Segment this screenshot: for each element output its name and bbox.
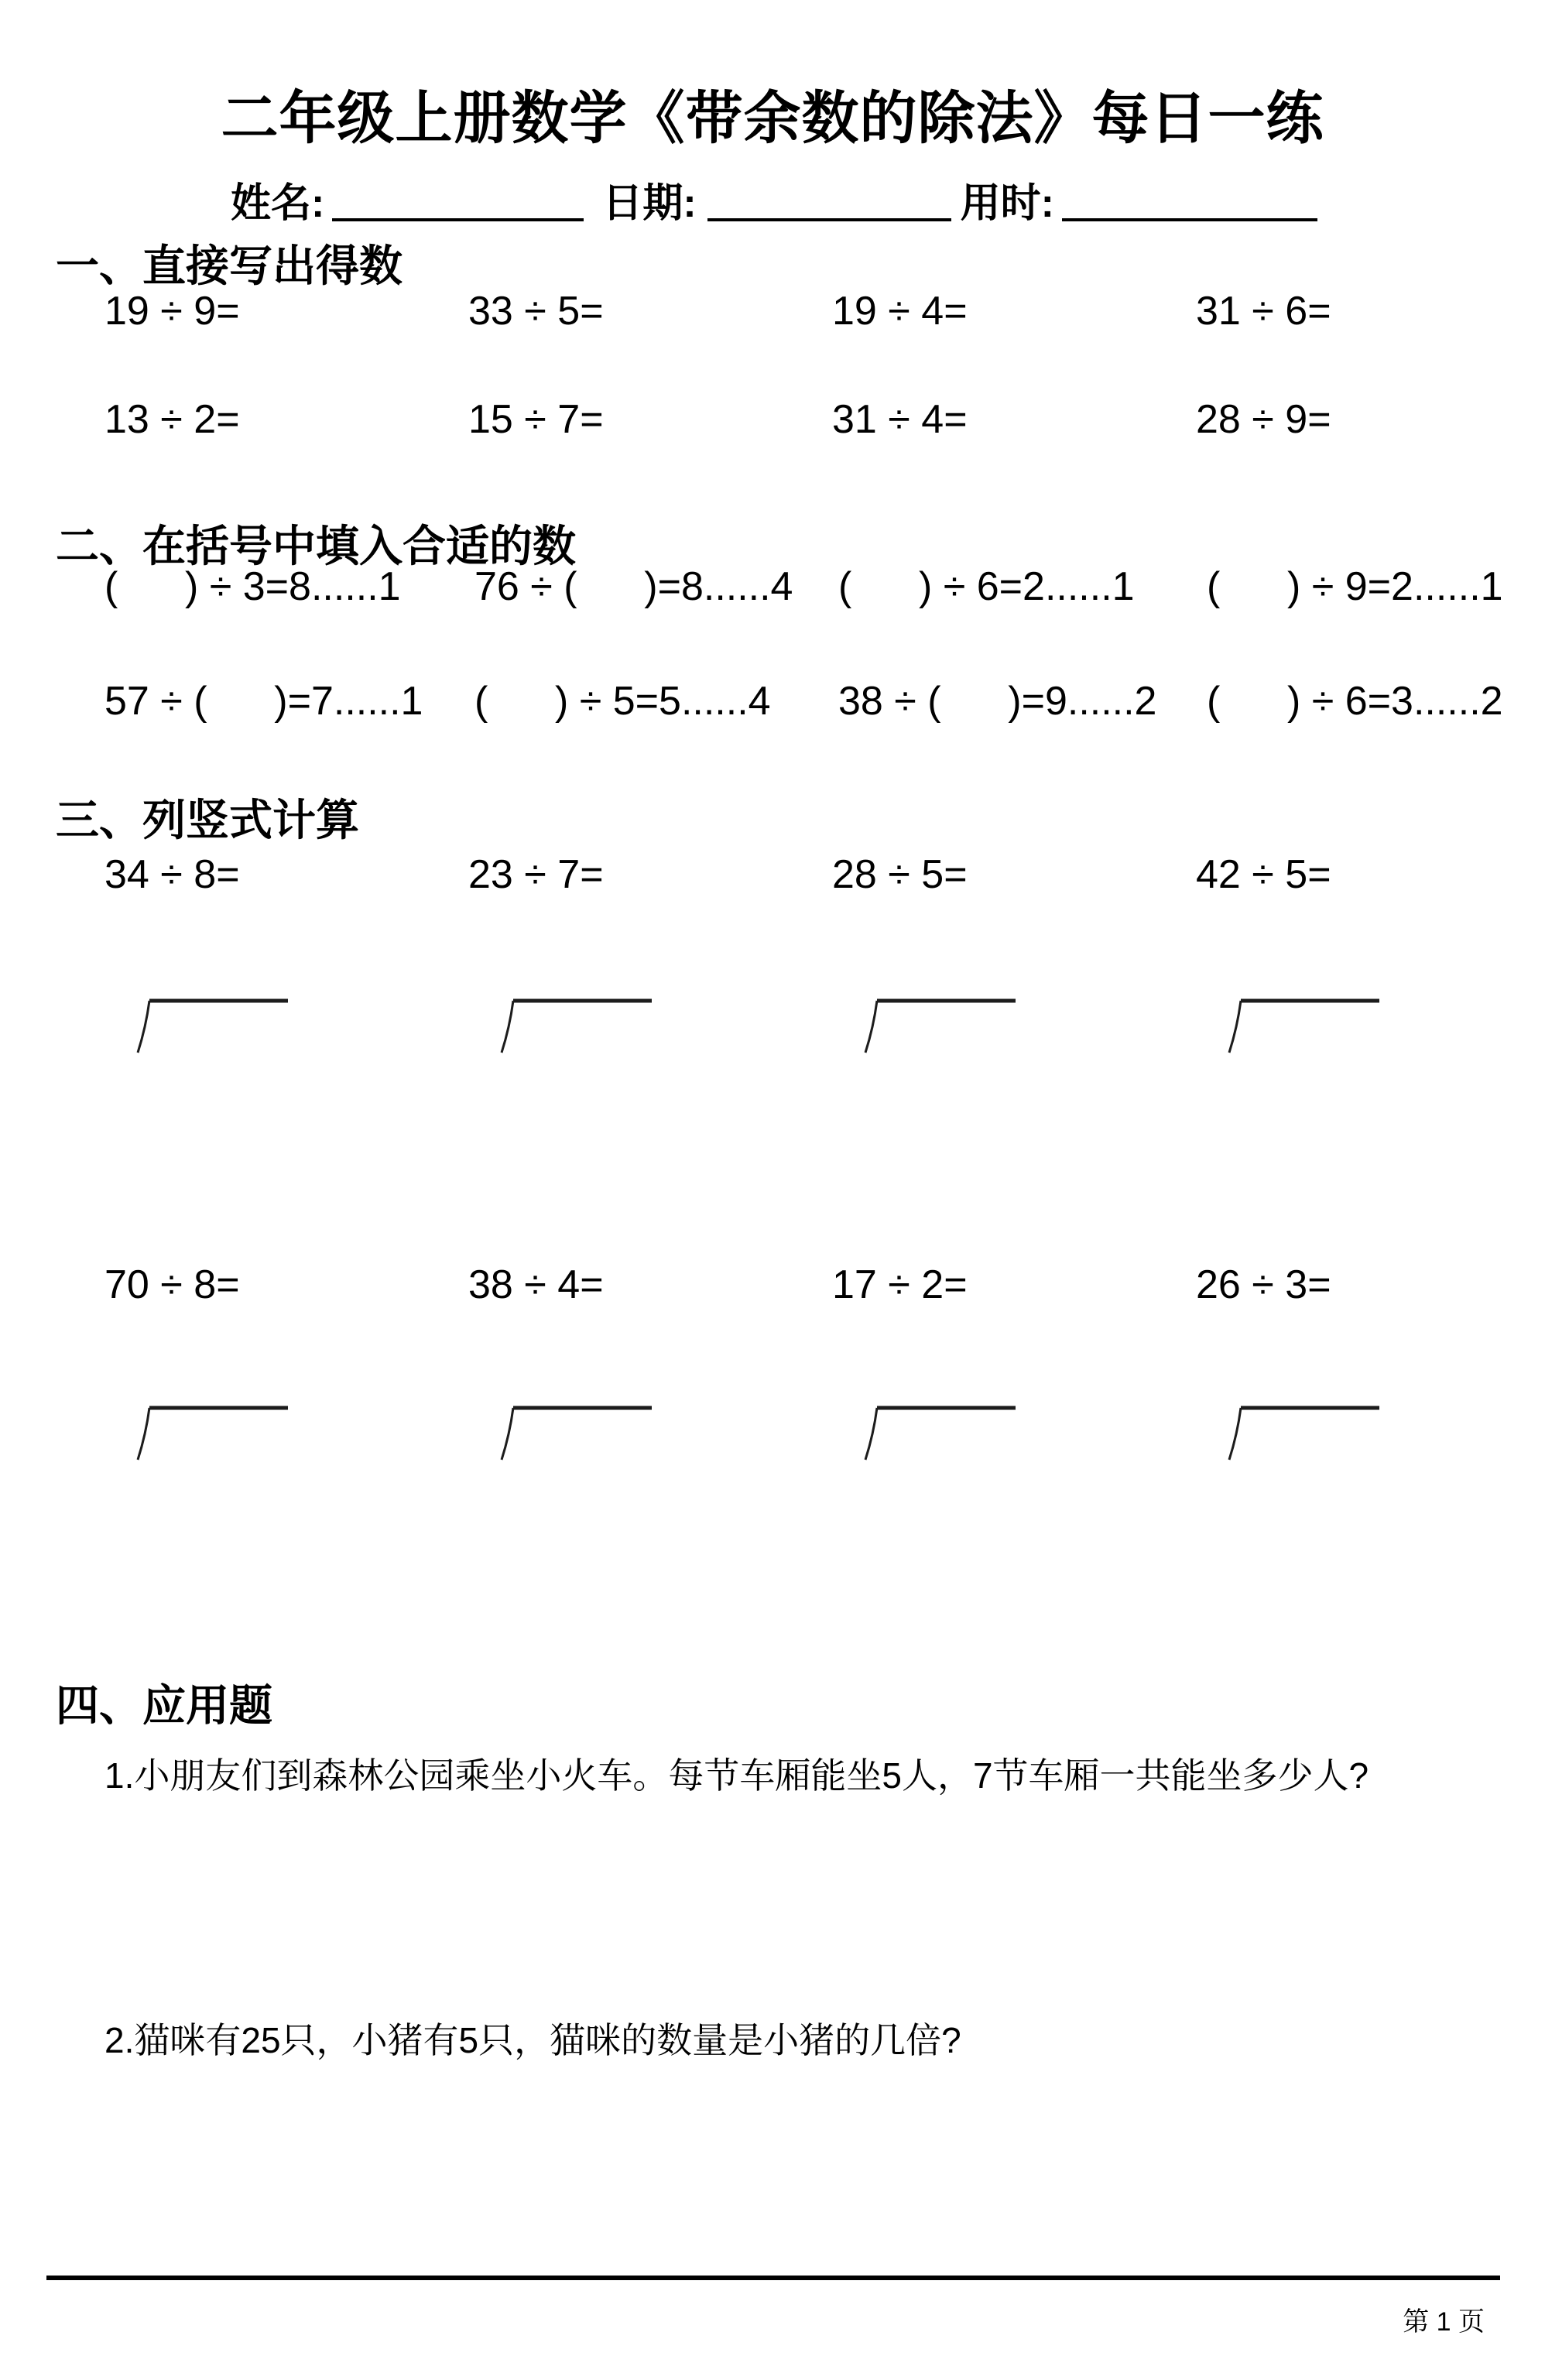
long-division-bracket <box>1227 997 1382 1057</box>
section-3-heading: 三、列竖式计算 <box>56 796 359 844</box>
student-name-label: 姓名: <box>231 181 325 226</box>
problem-cell: 42 ÷ 5= <box>1196 852 1331 897</box>
problem-cell: ( ) ÷ 6=2......1 <box>838 564 1135 609</box>
meta-line <box>231 170 1317 228</box>
section-1-problem-row <box>104 288 1545 342</box>
problem-cell: 76 ÷ ( )=8......4 <box>474 564 793 609</box>
problem-cell: 31 ÷ 4= <box>832 397 968 442</box>
section-3-problem-row <box>104 1262 1545 1316</box>
problem-cell: 26 ÷ 3= <box>1196 1262 1331 1307</box>
date-blank <box>707 178 951 221</box>
long-division-bracket <box>499 997 654 1057</box>
section-1-problem-row <box>104 396 1545 450</box>
section-4-heading: 四、应用题 <box>56 1681 272 1730</box>
word-problem: 2.猫咪有25只，小猪有5只，猫咪的数量是小猪的几倍? <box>104 2020 961 2060</box>
problem-cell: ( ) ÷ 3=8......1 <box>104 564 401 609</box>
page-title: 二年级上册数学《带余数的除法》每日一练 <box>221 85 1324 150</box>
problem-cell: 38 ÷ ( )=9......2 <box>838 679 1157 724</box>
problem-cell: ( ) ÷ 6=3......2 <box>1207 679 1503 724</box>
time-label: 用时: <box>960 181 1054 226</box>
long-division-bracket <box>499 1404 654 1464</box>
problem-cell: 31 ÷ 6= <box>1196 289 1331 334</box>
long-division-bracket <box>863 997 1018 1057</box>
section-2-heading: 二、在括号中填入合适的数 <box>56 522 576 570</box>
problem-cell: 57 ÷ ( )=7......1 <box>104 679 423 724</box>
word-problem: 1.小朋友们到森林公园乘坐小火车。每节车厢能坐5人，7节车厢一共能坐多少人? <box>104 1755 1369 1796</box>
problem-cell: 19 ÷ 4= <box>832 289 968 334</box>
problem-cell: ( ) ÷ 9=2......1 <box>1207 564 1503 609</box>
section-3-problem-row <box>104 851 1545 906</box>
problem-cell: 13 ÷ 2= <box>104 397 240 442</box>
long-division-bracket <box>863 1404 1018 1464</box>
problem-cell: 23 ÷ 7= <box>468 852 604 897</box>
section-2-problem-row <box>104 678 1545 732</box>
long-division-bracket <box>135 1404 290 1464</box>
date-label: 日期: <box>602 181 697 226</box>
problem-cell: 38 ÷ 4= <box>468 1262 604 1307</box>
long-division-bracket <box>135 997 290 1057</box>
problem-cell: 17 ÷ 2= <box>832 1262 968 1307</box>
footer-divider <box>46 2276 1500 2280</box>
problem-cell: 28 ÷ 5= <box>832 852 968 897</box>
problem-cell: 33 ÷ 5= <box>468 289 604 334</box>
long-division-bracket <box>1227 1404 1382 1464</box>
page-number: 第 1 页 <box>1403 2307 1485 2337</box>
problem-cell: ( ) ÷ 5=5......4 <box>474 679 771 724</box>
problem-cell: 70 ÷ 8= <box>104 1262 240 1307</box>
problem-cell: 34 ÷ 8= <box>104 852 240 897</box>
section-1-heading: 一、直接写出得数 <box>56 241 403 290</box>
time-blank <box>1062 178 1317 221</box>
problem-cell: 19 ÷ 9= <box>104 289 240 334</box>
problem-cell: 15 ÷ 7= <box>468 397 604 442</box>
problem-cell: 28 ÷ 9= <box>1196 397 1331 442</box>
section-2-problem-row <box>104 563 1545 618</box>
student-name-blank <box>332 178 584 221</box>
